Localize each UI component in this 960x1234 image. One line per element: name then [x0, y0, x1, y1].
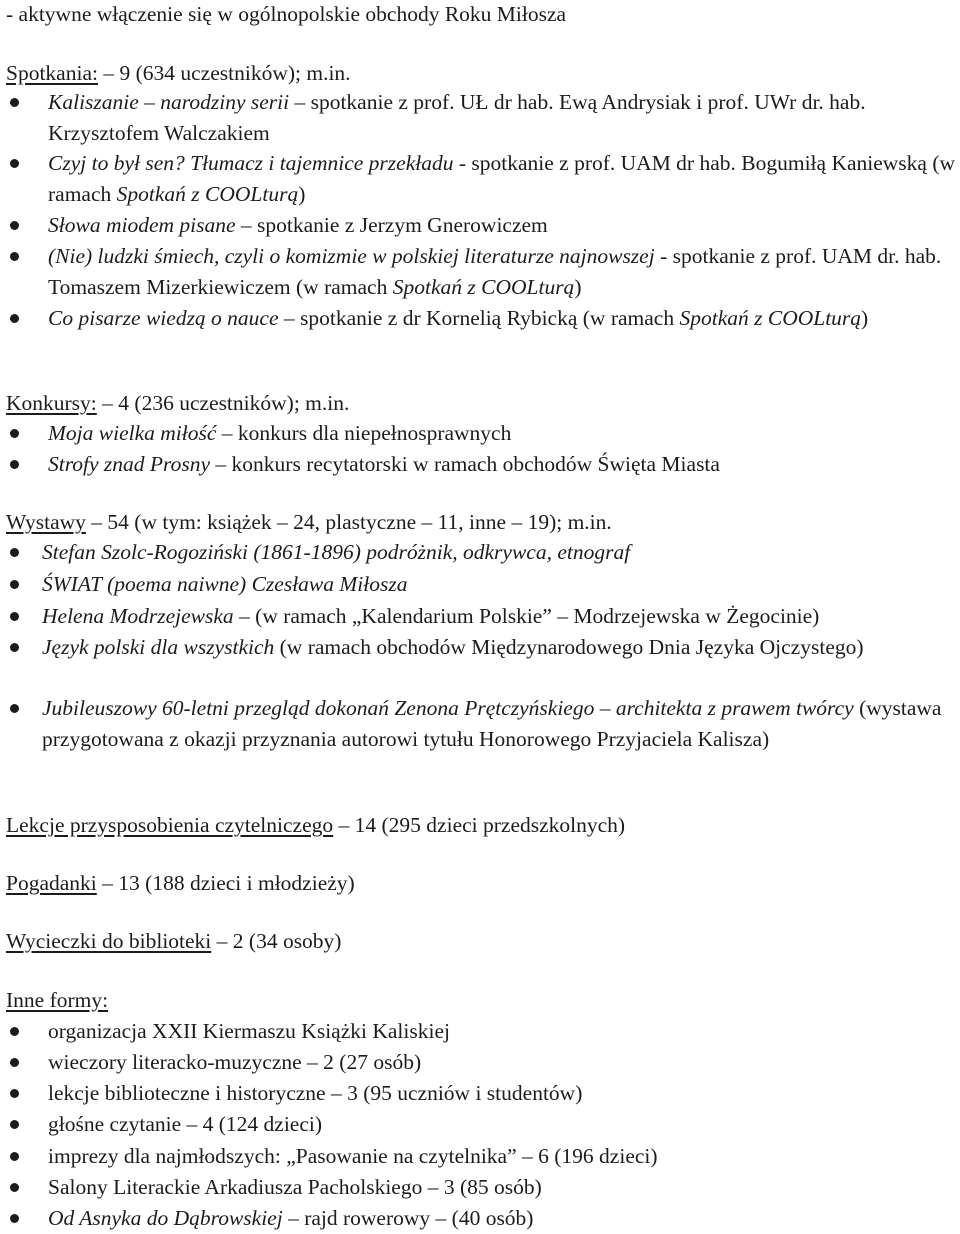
text-run: – spotkanie z Jerzym Gnerowiczem [235, 213, 548, 237]
list-item-text [42, 632, 960, 663]
section-heading-wystawy [6, 509, 612, 535]
text-run: lekcje biblioteczne i historyczne – 3 (95 uczniów i studentów) [48, 1081, 583, 1105]
heading-label: Wycieczki do biblioteki [6, 929, 212, 953]
bullet-icon [10, 704, 19, 713]
section-heading-lekcje [6, 812, 625, 838]
text-run: (w ramach obchodów Międzynarodowego Dnia Języka Ojczystego) [274, 635, 864, 659]
text-run: ŚWIAT (poema naiwne) Czesława Miłosza [42, 572, 408, 596]
text-run: – konkurs recytatorski w ramach obchodów Święta Miasta [210, 452, 720, 476]
list-item-text [48, 1203, 960, 1234]
text-run: Język polski dla wszystkich [42, 635, 275, 659]
section-heading-inne [6, 987, 108, 1013]
heading-summary: – 9 (634 uczestników); m.in. [97, 61, 351, 85]
text-run: Stefan Szolc-Rogoziński (1861-1896) podróżnik, odkrywca, etnograf [42, 540, 631, 564]
heading-label: Spotkania: [6, 61, 98, 85]
list-item-text [48, 1047, 960, 1078]
bullet-icon [10, 1120, 19, 1129]
list-item-text [42, 693, 960, 754]
text-run: wieczory literacko-muzyczne – 2 (27 osób) [48, 1050, 422, 1074]
text-run: ) [298, 181, 306, 206]
section-heading-pogadanki [6, 870, 355, 896]
text-run: Spotkań z COOLturą [116, 181, 299, 206]
bullet-icon [10, 314, 19, 323]
list-item-text [48, 148, 960, 209]
heading-summary: – 13 (188 dzieci i młodzieży) [96, 871, 355, 895]
bullet-icon [10, 159, 19, 168]
text-run: - spotkanie z prof. UAM dr. hab. Tomaszem Mizerkiewiczem (w ramach [48, 244, 942, 299]
heading-summary: – 4 (236 uczestników); m.in. [96, 391, 350, 415]
text-run: ) [574, 274, 582, 299]
list-item-text [48, 418, 960, 449]
text-run: Spotkań z COOLturą [679, 306, 862, 330]
list-item-text [48, 1141, 960, 1172]
bullet-icon [10, 429, 19, 438]
list-item-text [42, 569, 960, 600]
bullet-icon [10, 548, 19, 557]
list-item-text [48, 210, 960, 241]
heading-label: Inne formy: [6, 988, 109, 1012]
text-run: Moja wielka miłość [48, 421, 217, 445]
section-heading-konkursy [6, 390, 349, 416]
list-item-text [48, 303, 960, 334]
bullet-icon [10, 1027, 19, 1036]
text-run: Salony Literackie Arkadiusza Pacholskiego – 3 (85 osób) [48, 1175, 542, 1199]
heading-label: Konkursy: [6, 391, 97, 415]
text-run: (Nie) ludzki śmiech, czyli o komizmie w polskiej literaturze najnowszej [48, 244, 655, 268]
bullet-icon [10, 1089, 19, 1098]
text-run: Czyj to był sen? Tłumacz i tajemnice przekładu [48, 151, 454, 175]
text-run: (wystawa przygotowana z okazji przyznania autorowi tytułu Honorowego Przyjaciela Kalisza) [42, 696, 942, 751]
text-run: ) [861, 306, 869, 330]
heading-summary: – 54 (w tym: książek – 24, plastyczne – 11, inne – 19); m.in. [85, 510, 612, 534]
heading-label: Lekcje przysposobienia czytelniczego [6, 813, 334, 837]
heading-summary: – 14 (295 dzieci przedszkolnych) [333, 813, 626, 837]
intro-line: - aktywne włączenie się w ogólnopolskie obchody Roku Miłosza [6, 2, 567, 26]
text-run: – rajd rowerowy – (40 osób) [282, 1206, 534, 1230]
text-run: – spotkanie z dr Kornelią Rybicką (w ramach [278, 306, 680, 330]
bullet-icon [10, 1214, 19, 1223]
text-run: Co pisarze wiedzą o nauce [48, 306, 279, 330]
section-heading-wycieczki [6, 928, 341, 954]
text-run: Helena Modrzejewska [42, 604, 234, 628]
list-item-text [42, 601, 960, 632]
list-item-text [48, 87, 960, 148]
heading-label: Wystawy [6, 510, 86, 534]
text-run: Kaliszanie – narodziny serii [48, 90, 290, 114]
list-item-text [48, 449, 960, 480]
bullet-icon [10, 580, 19, 589]
text-run: imprezy dla najmłodszych: „Pasowanie na czytelnika” – 6 (196 dzieci) [48, 1144, 658, 1168]
list-item-text [48, 1109, 960, 1140]
bullet-icon [10, 643, 19, 652]
text-run: – (w ramach „Kalendarium Polskie” – Modrzejewska w Żegocinie) [233, 604, 820, 628]
heading-label: Pogadanki [6, 871, 97, 895]
list-item-text [48, 1172, 960, 1203]
heading-summary: – 2 (34 osoby) [211, 929, 342, 953]
bullet-icon [10, 612, 19, 621]
text-run: Od Asnyka do Dąbrowskiej [48, 1206, 283, 1230]
bullet-icon [10, 460, 19, 469]
text-run: Słowa miodem pisane [48, 213, 236, 237]
text-run: Strofy znad Prosny [48, 452, 211, 476]
bullet-icon [10, 98, 19, 107]
text-run: organizacja XXII Kiermaszu Książki Kaliskiej [48, 1019, 450, 1043]
text-run: – konkurs dla niepełnosprawnych [216, 421, 512, 445]
text-run: Jubileuszowy 60-letni przegląd dokonań Zenona Prętczyńskiego – architekta z prawem twórcy [42, 696, 854, 720]
bullet-icon [10, 1183, 19, 1192]
list-item-text [48, 241, 960, 302]
bullet-icon [10, 1058, 19, 1067]
text-run: – spotkanie z prof. UŁ dr hab. Ewą Andrysiak i prof. UWr dr. hab. Krzysztofem Walczakiem [48, 90, 866, 145]
section-heading-spotkania [6, 60, 351, 86]
list-item-text [48, 1078, 960, 1109]
text-run: głośne czytanie – 4 (124 dzieci) [48, 1112, 323, 1136]
text-run: Spotkań z COOLturą [392, 274, 575, 299]
bullet-icon [10, 1152, 19, 1161]
bullet-icon [10, 221, 19, 230]
list-item-text [42, 537, 960, 568]
list-item-text [48, 1016, 960, 1047]
bullet-icon [10, 252, 19, 261]
text-run: - spotkanie z prof. UAM dr hab. Bogumiłą Kaniewską (w ramach [48, 151, 956, 206]
